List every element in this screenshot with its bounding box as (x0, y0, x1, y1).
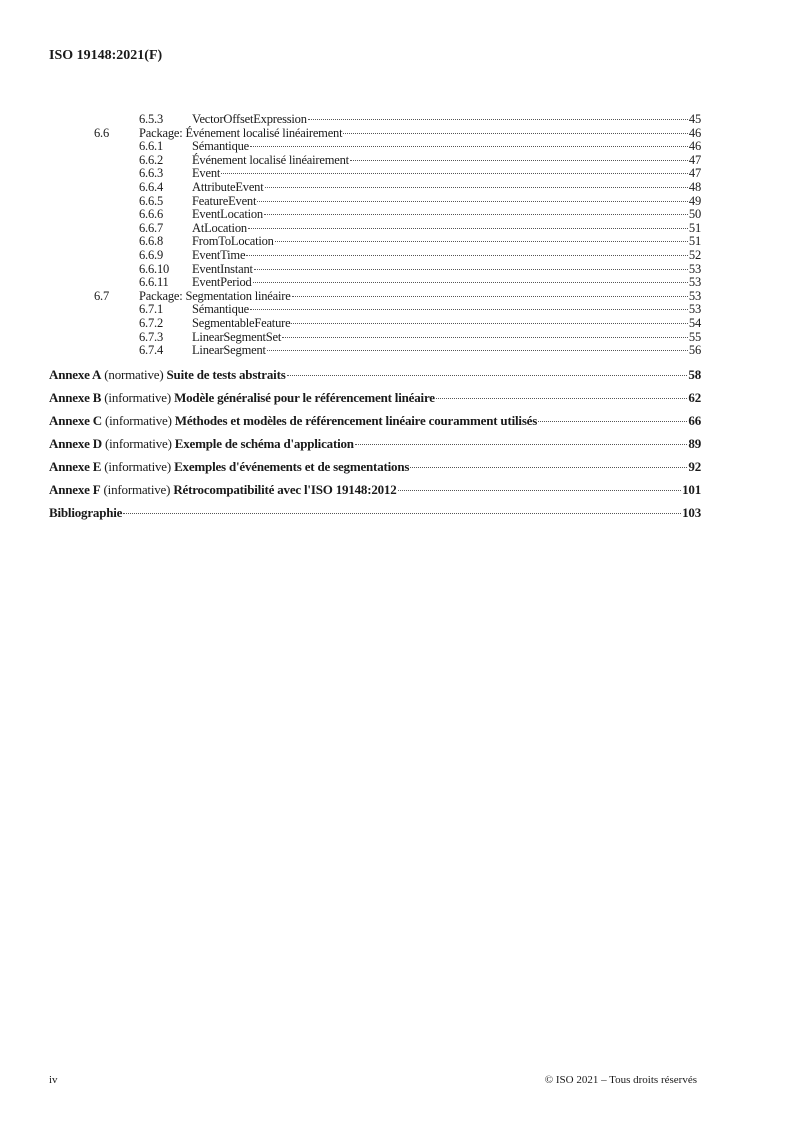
toc-entry-page: 92 (688, 458, 701, 474)
toc-entry-number: 6.6.1 (139, 139, 164, 154)
annex-label: Annexe E (49, 458, 102, 474)
toc-entry-number: 6.6.2 (139, 152, 164, 167)
footer-page-number: iv (49, 1074, 58, 1086)
toc-entry-number: 6.6.9 (139, 247, 164, 262)
toc-entry-title: Événement localisé linéairement (192, 152, 349, 167)
toc-entry[interactable] (49, 317, 701, 331)
dot-leader (265, 187, 688, 188)
toc-entry-title: EventInstant (192, 261, 253, 276)
toc-entry-number: 6.7.2 (139, 315, 164, 330)
toc-entry-page: 48 (688, 179, 701, 194)
toc-entry[interactable] (49, 331, 701, 345)
toc-entry-title: VectorOffsetExpression (192, 112, 307, 126)
toc-entry-title: Sémantique (192, 139, 250, 154)
toc-entry-number: 6.7 (94, 288, 110, 303)
toc-entry-number: 6.7.3 (139, 329, 164, 344)
toc-entry-page: 51 (688, 234, 701, 249)
toc-entry-annex[interactable] (49, 386, 701, 409)
dot-leader (253, 282, 688, 283)
dot-leader (275, 241, 688, 242)
toc-entry-page: 66 (688, 412, 701, 428)
annex-label: Annexe C (49, 412, 102, 428)
dot-leader (308, 119, 688, 120)
dot-leader (250, 146, 688, 147)
toc-entry[interactable] (49, 127, 701, 141)
toc-entry-page: 56 (688, 343, 701, 358)
toc-entry[interactable] (49, 290, 701, 304)
toc-entry-bibliography[interactable] (49, 501, 701, 524)
toc-entry-number: 6.7.4 (139, 343, 164, 358)
table-of-contents (49, 113, 701, 524)
toc-entry[interactable] (49, 263, 701, 277)
toc-entry-title: Event (192, 166, 221, 181)
toc-entry-page: 53 (688, 261, 701, 276)
toc-entry[interactable] (49, 208, 701, 222)
dot-leader (436, 398, 688, 399)
toc-entry-page: 46 (688, 139, 701, 154)
toc-entry-title: EventLocation (192, 207, 263, 222)
annex-title: Exemple de schéma d'application (174, 435, 354, 451)
dot-leader (267, 350, 688, 351)
toc-entry-page: 47 (688, 152, 701, 167)
annex-label: Annexe D (49, 435, 102, 451)
toc-entry-number: 6.6.6 (139, 207, 164, 222)
dot-leader (343, 133, 688, 134)
dot-leader (350, 160, 688, 161)
annex-type: (normative) (104, 366, 164, 382)
toc-entry-number: 6.6.5 (139, 193, 164, 208)
annex-type: (informative) (105, 435, 172, 451)
toc-entry-page: 49 (688, 193, 701, 208)
toc-entry-annex[interactable] (49, 478, 701, 501)
dot-leader (264, 214, 688, 215)
toc-entry[interactable] (49, 235, 701, 249)
toc-entry-page: 58 (688, 366, 701, 382)
toc-entry-number: 6.5.3 (139, 112, 164, 126)
toc-entry[interactable] (49, 140, 701, 154)
dot-leader (254, 269, 688, 270)
document-id-header: ISO 19148:2021(F) (49, 48, 163, 63)
toc-entry-number: 6.6.4 (139, 179, 164, 194)
toc-entry[interactable] (49, 249, 701, 263)
toc-entry-number: 6.6.3 (139, 166, 164, 181)
toc-entry[interactable] (49, 181, 701, 195)
toc-entry-page: 101 (682, 481, 701, 497)
dot-leader (257, 201, 688, 202)
annex-title: Rétrocompatibilité avec l'ISO 19148:2012 (173, 481, 397, 497)
toc-entry-page: 54 (688, 315, 701, 330)
dot-leader (282, 337, 688, 338)
toc-entry-title: Package: Événement localisé linéairement (139, 125, 343, 140)
dot-leader (248, 228, 688, 229)
annex-title: Modèle généralisé pour le référencement linéaire (174, 389, 435, 405)
toc-entry-title: Sémantique (192, 302, 250, 317)
toc-entry-page: 50 (688, 207, 701, 222)
dot-leader (538, 421, 687, 422)
toc-entry-title: FeatureEvent (192, 193, 257, 208)
toc-entry-title: AtLocation (192, 220, 247, 235)
toc-entry-page: 89 (688, 435, 701, 451)
toc-entry-number: 6.6.11 (139, 275, 169, 290)
footer-copyright: © ISO 2021 – Tous droits réservés (544, 1074, 697, 1086)
annex-title: Exemples d'événements et de segmentations (174, 458, 410, 474)
toc-entry-title: SegmentableFeature (192, 315, 291, 330)
toc-entry[interactable] (49, 222, 701, 236)
dot-leader (291, 323, 687, 324)
annex-type: (informative) (105, 412, 172, 428)
annex-label: Annexe F (49, 481, 101, 497)
toc-entry-page: 55 (688, 329, 701, 344)
dot-leader (410, 467, 687, 468)
toc-entry-number: 6.6.7 (139, 220, 164, 235)
toc-entry-annex[interactable] (49, 432, 701, 455)
toc-entry-page: 53 (688, 302, 701, 317)
toc-entry-number: 6.7.1 (139, 302, 164, 317)
toc-entry[interactable] (49, 154, 701, 168)
toc-entry[interactable] (49, 195, 701, 209)
dot-leader (292, 296, 688, 297)
dot-leader (221, 173, 688, 174)
toc-entry[interactable] (49, 276, 701, 290)
toc-entry-title: Package: Segmentation linéaire (139, 288, 291, 303)
toc-entry-title: LinearSegmentSet (192, 329, 282, 344)
toc-entry-number: 6.6 (94, 125, 110, 140)
toc-entry-number: 6.6.10 (139, 261, 170, 276)
toc-entry-page: 62 (688, 389, 701, 405)
toc-entry-page: 51 (688, 220, 701, 235)
toc-entry-title: LinearSegment (192, 343, 266, 358)
toc-entry-page: 53 (688, 275, 701, 290)
toc-entry-title: FromToLocation (192, 234, 274, 249)
annex-label: Annexe A (49, 366, 102, 382)
annex-type: (informative) (103, 481, 171, 497)
annex-type: (informative) (104, 458, 171, 474)
toc-entry-title: AttributeEvent (192, 179, 264, 194)
toc-entry-title: Bibliographie (49, 504, 123, 520)
toc-entry-annex[interactable] (49, 455, 701, 478)
toc-entry-annex[interactable] (49, 409, 701, 432)
annex-type: (informative) (104, 389, 171, 405)
toc-entry-number: 6.6.8 (139, 234, 164, 249)
toc-entry[interactable] (49, 344, 701, 358)
dot-leader (355, 444, 688, 445)
toc-entry-page: 47 (688, 166, 701, 181)
dot-leader (123, 513, 681, 514)
dot-leader (250, 309, 688, 310)
dot-leader (246, 255, 688, 256)
annex-label: Annexe B (49, 389, 102, 405)
annex-title: Suite de tests abstraits (166, 366, 286, 382)
toc-entry-page: 46 (688, 125, 701, 140)
toc-entry-page: 52 (688, 247, 701, 262)
toc-entry-page: 53 (688, 288, 701, 303)
toc-entry[interactable] (49, 167, 701, 181)
annex-title: Méthodes et modèles de référencement linéaire couramment utilisés (174, 412, 538, 428)
dot-leader (398, 490, 682, 491)
dot-leader (287, 375, 688, 376)
toc-entry-title: EventPeriod (192, 275, 252, 290)
toc-entry-page: 45 (688, 112, 701, 126)
toc-entry-page: 103 (682, 504, 701, 520)
toc-entry[interactable] (49, 303, 701, 317)
toc-entry-annex[interactable] (49, 363, 701, 386)
toc-entry[interactable] (49, 113, 701, 127)
toc-entry-title: EventTime (192, 247, 246, 262)
